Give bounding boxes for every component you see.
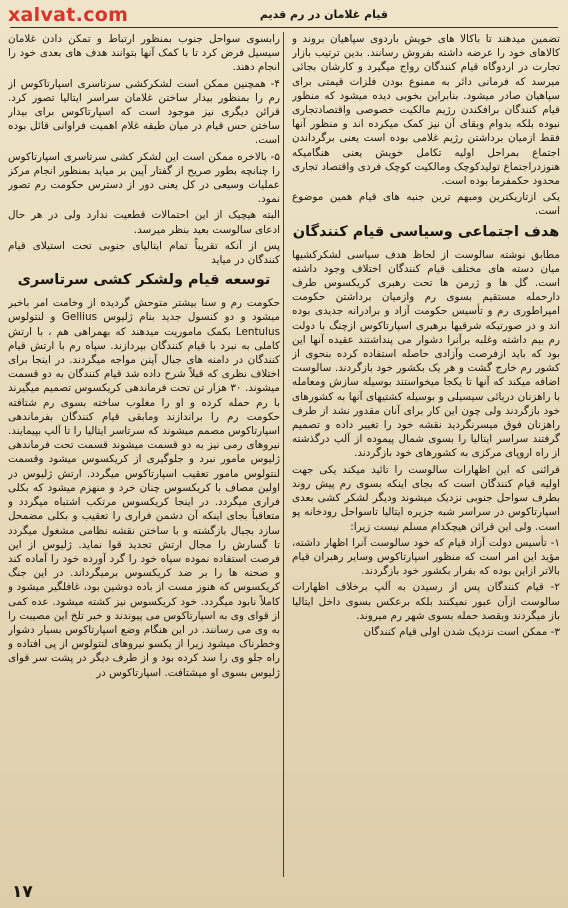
paragraph: حکومت رم و سنا بیشتر متوحش گردیده از وخامت امر باخبر میشود و دو کنسول جدید بنام ژلیوس Gellius و لنتولوس Lentulus بکمک ماموریت میدهند که بهمراهی هم ، با ارتش کاملی به نبرد با قیام کنندگان بپردازند. سپاه رم با ارتش قیام کنندگان در دامنه های جبال آپنن مواجه میگردند. در اینجا برای اختلاف نظری که قبلاً شرح داده شد قیام کنندگان به دو قسمت میشوند. ۳۰ هزار تن تحت فرماندهی کریکسوس تصمیم میگیرند با رم حمله کرده و او را مغلوب ساخته بسوی رم شتافته حکومت رم را براندازند ومابقی قیام کنندگان بفرماندهی اسپارتاکوس مصمم میشوند که سرتاسر ایتالیا را تا آلپ بپیمایند. نیروهای رمی نیز به دو قسمت میشوند قسمت تحت فرماندهی ژلیوس مامور نبرد و جلوگیری از کریکسوس میشود وقسمت لنتولوس مامور تعقیب اسپارتاکوس میگردد. ارتش ژلیوس در اولین مصاف با کریکسوس چنان خرد و منهزم میشود که بکلی فراری میگردد. در اینجا کریکسوس مرتکب اشتباه میگردد و متعاقباً بجای اینکه آن دشمن فراری را تعقیب و بکلی مضمحل سازد بجبال بازگشته و با ساختن نقشه نظامی مشغول میگردد تا گسارش را مجال ارتش تجدید قوا نماید. ژلیوس از این فرصت استفاده نموده سپاه خود را گرد آورده خود را آماده کند و صحنه ها را بر ضد کریکسوس برمیگرداند. در این جنگ کریکسوس که هنوز مست از باده دوشین بود، غافلگیر میشود و کاملاً نابود میگردد. خود کریکسوس نیز کشته میشود. عده کمی از قوای وی به اسپارتاکوس می پیوندند و خبر تلخ این مصیبت را به وی می رسانند. در این هنگام وضع اسپارتاکوس بسیار دشوار وخطرناک میشود زیرا از یکسو نیروهای لنتولوس از پی افتاده و راه جلو وی را سد کرده بود و از طرف دیگر در پشت سر قوای ژلیوس بسوی او میشتافت. اسپارتاکوس در [8, 297, 280, 679]
paragraph: مطابق نوشته سالوست از لحاظ هدف سیاسی لشکرکشیها میان دسته های مختلف قیام کنندگان اختلاف وجود داشته است. گل ها و ژرمن ها تحت رهبری کریکسوس طرف دارحمله مستقیم بسوی رم وازمیان برداشتن حکومت امپراطوری رم و تأسیس حکومت آزاد و برادرانه جدیدی بوده اند و در صورتیکه شرقیها برهبری اسپارتاکوس ازچنگ با دولت رم بیم داشته وغلبه برآنرا دشوار می پنداشتند عقیده آنها این بود که باید ازفرصت وآزادی حاصله استفاده کرده بنحوی از کشور رم خارج گشت و هر یک بکشور خود بازگردند. سالوست اضافه میکند که آنها تا یکجا میخواستند بوسیله سازش ومعامله با راهزنان دریائی سیسیلی و بوسیله کشتیهای آنها به کشورهای خود بازگردند ولی چون این کار برای آنان مقدور نشد از طرف راهزنان فوق میسرنگردید نقشه خود را تغییر داده و تصمیم گرفتند سراسر ایتالیا را بسوی شمال پیموده از آلپ درگذشته از راه اروپای مرکزی به کشورهای خود بازگردند. [292, 248, 560, 460]
paragraph: قرائنی که این اظهارات سالوست را تائید میکند یکی جهت اولیه قیام کنندگان است که بجای اینکه بسوی رم پیش روند بطرف سواحل جنوبی نزدیک میشوند ودیگر لشکر کشی بعدی اسپارتاکوس در سراسر شبه جزیره ایتالیا تاسواحل رودخانه پو است. ولی این قرائن هیچکدام مسلم نیست زیرا: [292, 463, 560, 533]
paragraph: رابسوی سواحل جنوب بمنظور ارتباط و تمکن دادن غلامان سیسیل فرض کرد تا با کمک آنها بتوانند هدف های بعدی خود را انجام دهند. [8, 33, 280, 74]
running-head: قیام غلامان در رم قدیم [259, 8, 388, 21]
list-item: ۳- ممکن است نزدیک شدن اولی قیام کنندگان [363, 625, 560, 638]
section-heading: هدف اجتماعی وسیاسی قیام کنندگان [292, 223, 560, 240]
page-number: ۱۷ [12, 882, 33, 902]
site-watermark: xalvat.com [8, 4, 129, 26]
list-item: ۴- همچنین ممکن است لشکرکشی سرتاسری اسپارتاکوس از رم را بمنظور بیدار ساختن غلامان سراسر ایتالیا تصور کرد. قرائن دیگری نیز موجود است که اسپارتاکوس برای بیدار ساختن حس قیام در میان طبقه غلام اهمیت فراوانی قائل بوده است. [8, 77, 280, 147]
paragraph: تضمین میدهند تا باکالا های خویش باردوی سپاهیان بروند و کالاهای خود را عرضه داشته بفروش رسانند. بدین ترتیب بازار تجارت در اردوگاه قیام کنندگان رواج میگیرد و کارشان بجائی میرسد که فرمانی دائر به ممنوع بودن فلزات قیمتی برای سپاهیان صادر میشود. بنابراین بخوبی دیده میشود که منظور قیام کنندگان برافکندن رژیم مالکیت خصوصی واقتصادتجاری نبوده بلکه بدوام وبقای آن نیز کمک میکرده اند و منظور آنها فقط ازمیان برداشتن رژیم غلامی بوده است یعنی برگرداندن اجتماع بمراحل اولیه تکامل خویش یعنی هنگامیکه هنوزدراجتماع تولیدکوچک ومالکیت کوچک فردی واقتصاد تجاری محدود حکمفرما بوده است. [292, 33, 560, 188]
right-column [292, 32, 560, 877]
list-item: ۲- قیام کنندگان پس از رسیدن به آلپ برخلاف اظهارات سالوست ازآن عبور نمیکنند بلکه برعکس بسوی داخل ایتالیا باز میگردند وبقصد حمله بسوی شهر رم میروند. [292, 581, 560, 622]
column-divider [283, 32, 284, 877]
paragraph: پس از آنکه تقریباً تمام ایتالیای جنوبی تحت استیلای قیام کنندگان در میاید [8, 239, 280, 267]
list-item: ۱- تأسیس دولت آزاد قیام که خود سالوست آنرا اظهار داشته، مؤید این امر است که منظور اسپارتاکوس وسایر رهبران قیام بالاتر ازاین بوده که بفرار بکشور خود بازگردند. [292, 536, 560, 578]
paragraph: یکی ازتاریکترین ومبهم ترین جنبه های قیام همین موضوع است. [292, 191, 560, 218]
header-rule [10, 27, 558, 28]
section-heading: توسعه قیام ولشکر کشی سرتاسری [17, 272, 271, 289]
list-item: ۵- بالاخره ممکن است این لشکر کشی سرتاسری اسپارتاکوس را چنانچه بطور صریح از گفتار آپین بر میاید بمنظور انجام مرکز عملیات وسیعی در کل یعنی دور از دسترس حکومت رم تصور نمود. [8, 150, 280, 206]
left-column [8, 32, 280, 877]
paragraph: البته هیچیک از این احتمالات قطعیت ندارد ولی در هر حال ادعای سالوست بعید بنظر میرسد. [8, 209, 280, 236]
